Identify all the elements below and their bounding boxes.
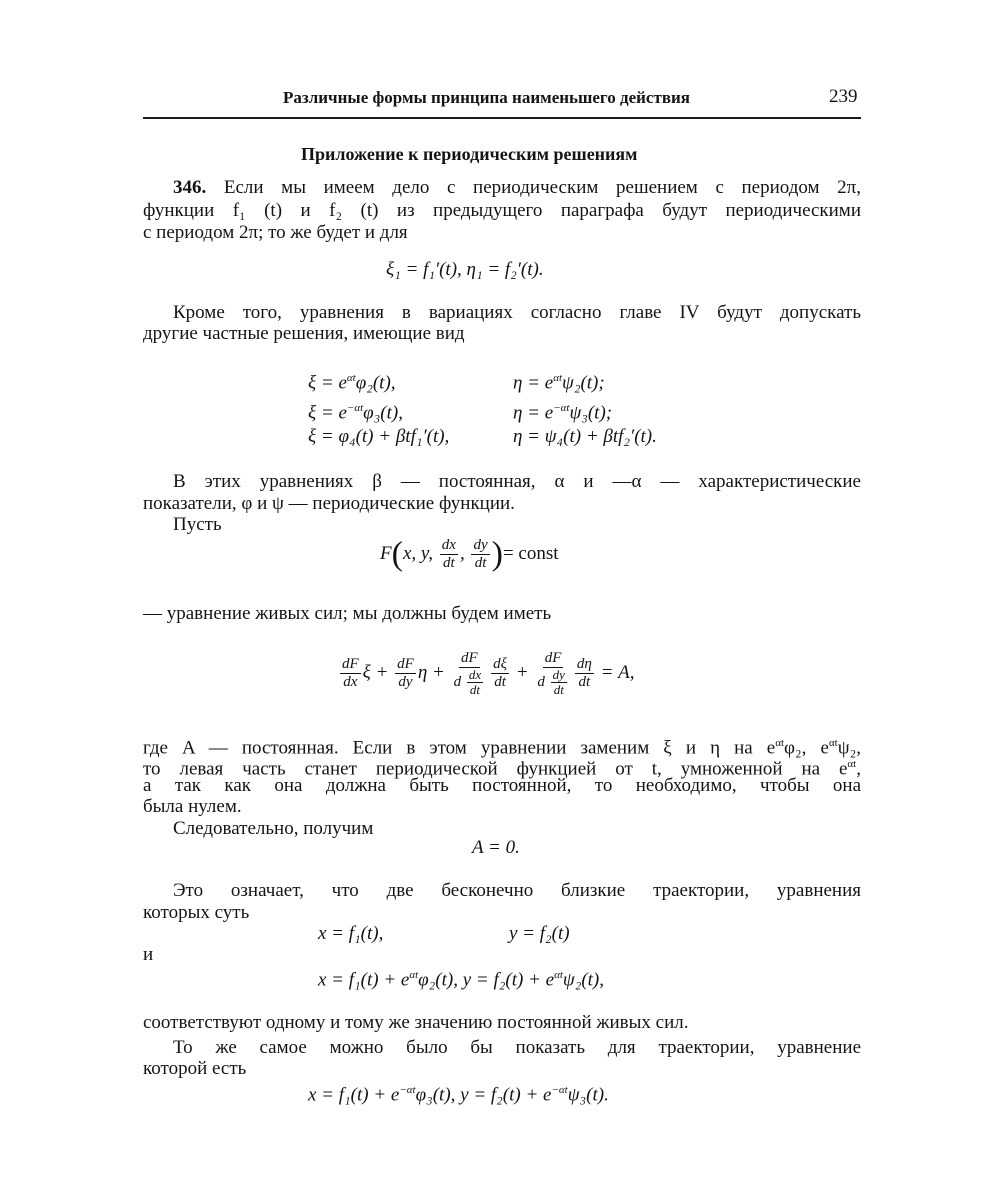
- formula-trajectory-3: $x = f_1(t) + e^{-\alpha t}\varphi_3(t)$, $y = f_2(t) + e^{-\alpha t}\psi_3(t)$.: [308, 1084, 609, 1106]
- formula-system-1-right: $\eta = e^{\alpha t}\psi_2(t)$;: [513, 372, 605, 394]
- running-header-title: Различные формы принципа наименьшего действия: [283, 88, 690, 107]
- formula-system-2-right: $\eta = e^{-\alpha t}\psi_3(t)$;: [513, 402, 613, 424]
- formula-living-forces: F(x, y, $\frac{dx}{dt}$ , $\frac{dy}{dt}$ )= const: [380, 535, 559, 573]
- text-and: и: [143, 944, 154, 965]
- header-rule: [143, 117, 861, 119]
- paragraph-346-line-1: 346. Если мы имеем дело с периодическим решением с периодом 2π,: [173, 177, 862, 198]
- text-means-2: которых суть: [143, 902, 250, 923]
- page-number: 239: [829, 86, 858, 107]
- formula-trajectory-1-x: x = f₁(t),: [318, 923, 384, 944]
- text-variations-2: другие частные решения, имеющие вид: [143, 323, 465, 344]
- section-title: Приложение к периодическим решениям: [301, 144, 638, 164]
- fraction-dx-dt: $\frac{dx}{dt}$: [441, 537, 456, 572]
- text-beta-2: показатели, φ и ψ — периодические функции.: [143, 493, 515, 514]
- text-same-1: То же самое можно было бы показать для траектории, уравнение: [173, 1037, 861, 1058]
- text-correspond: соответствуют одному и тому же значению постоянной живых сил.: [143, 1012, 689, 1033]
- text-living-forces: — уравнение живых сил; мы должны будем иметь: [143, 603, 552, 624]
- text-consequently: Следовательно, получим: [173, 818, 374, 839]
- formula-xi1-eta1: ξ₁ = f₁′(t), η₁ = f₂′(t).: [386, 259, 544, 280]
- formula-system-1-left: $\xi = e^{\alpha t}\varphi_2(t)$,: [308, 372, 396, 394]
- text-where-3: а так как она должна быть постоянной, то необходимо, чтобы она: [143, 775, 861, 796]
- fraction-dy-dt: $\frac{dy}{dt}$: [473, 537, 488, 572]
- formula-system-3-right: η = ψ₄(t) + βtf₂′(t).: [513, 426, 657, 447]
- formula-a-zero: A = 0.: [472, 837, 520, 858]
- paragraph-346-line-3: с периодом 2π; то же будет и для: [143, 222, 408, 243]
- formula-trajectory-1-y: y = f₂(t): [509, 923, 570, 944]
- text-where-4: была нулем.: [143, 796, 242, 817]
- text-let: Пусть: [173, 514, 222, 535]
- text-means-1: Это означает, что две бесконечно близкие траектории, уравнения: [173, 880, 861, 901]
- formula-system-2-left: $\xi = e^{-\alpha t}\varphi_3(t)$,: [308, 402, 403, 424]
- paragraph-346-line-2: функции f₁ (t) и f₂ (t) из предыдущего параграфа будут периодическими: [143, 200, 861, 221]
- formula-trajectory-2: $x = f_1(t) + e^{\alpha t}\varphi_2(t)$, $y = f_2(t) + e^{\alpha t}\psi_2(t)$,: [318, 969, 604, 991]
- text-variations-1: Кроме того, уравнения в вариациях согласно главе IV будут допускать: [173, 302, 861, 323]
- text-same-2: которой есть: [143, 1058, 247, 1079]
- formula-system-3-left: ξ = φ₄(t) + βtf₁′(t),: [308, 426, 450, 447]
- text-where-2: то левая часть станет периодической функцией от t, умноженной на $e^{\alpha t}$,: [143, 758, 861, 780]
- paragraph-number: 346.: [173, 177, 207, 198]
- text-where-1: где A — постоянная. Если в этом уравнении заменим ξ и η на $e^{\alpha t}\varphi_2$, $e^{\alpha t}\psi_2$,: [143, 737, 861, 759]
- formula-derivative-sum: $\frac{dF}{dx}$ ξ + $\frac{dF}{dy}$ η + dF d $\frac{dx}{dt}$ $\frac{d\xi}{dt}$ + dF d $\frac{dy}{dt}$ $\frac{d\eta}{dt}$ = A,: [342, 650, 635, 698]
- text-beta-1: В этих уравнениях β — постоянная, α и —α — характеристические: [173, 471, 861, 492]
